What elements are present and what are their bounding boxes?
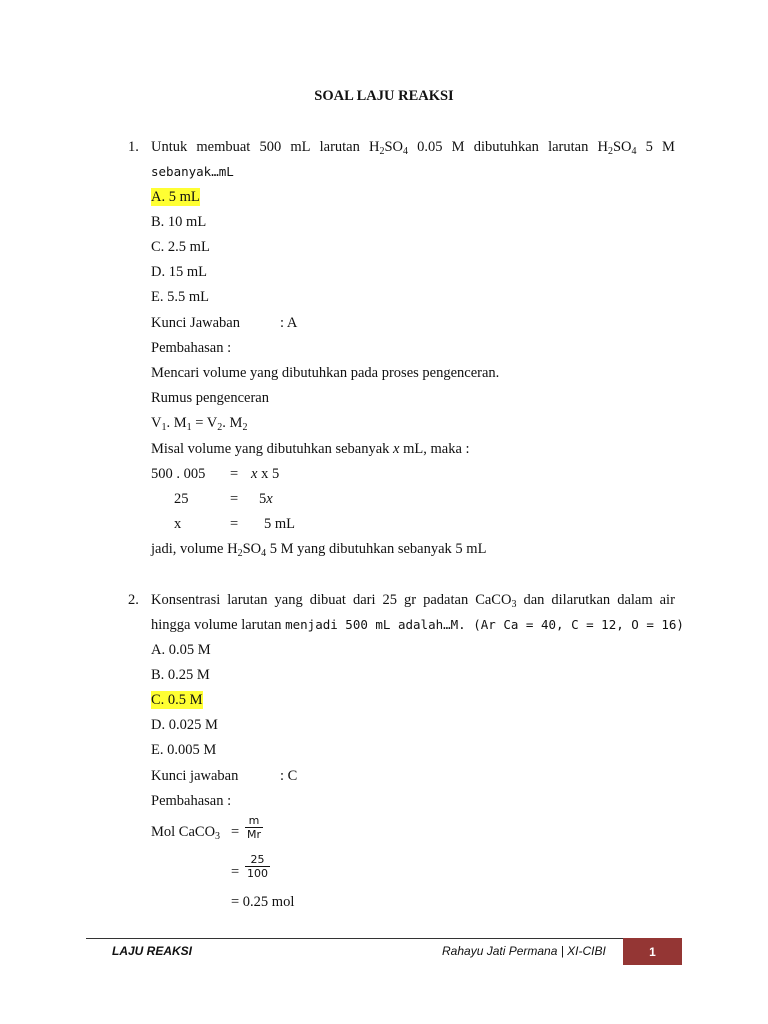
q1-option-d: D. 15 mL [151, 264, 207, 280]
q2-eq-sign: = [231, 864, 240, 880]
q2-word: dalam [617, 592, 653, 608]
q1-answer-key-label: Kunci Jawaban [151, 315, 240, 331]
q1-explanation-1: Mencari volume yang dibutuhkan pada proses pengenceran. [151, 365, 500, 381]
q1-formula: $V_1$. $M_1 = V_2$. $M_2$ [151, 415, 248, 433]
q1-calc-rhs: 5 mL [264, 516, 296, 532]
q1-word: 0.05 [417, 139, 443, 155]
q2-answer-key-label: Kunci jawaban [151, 768, 239, 784]
q2-word: Konsentrasi [151, 592, 221, 608]
q2-fraction-m-over-mr [245, 814, 263, 841]
q1-word: larutan [548, 139, 589, 155]
q1-calc-rhs: 5x [259, 491, 273, 507]
q2-option-b: B. 0.25 M [151, 667, 210, 683]
q2-discussion-label: Pembahasan : [151, 793, 232, 809]
q2-number: 2. [128, 592, 139, 608]
q2-word: air [659, 592, 675, 608]
q1-option-a: A. 5 mL [151, 189, 200, 205]
q1-word: M [661, 139, 675, 155]
q1-word: 5 [645, 139, 653, 155]
q2-word: dari [352, 592, 376, 608]
q2-word: dilarutkan [551, 592, 611, 608]
q2-word: 25 [382, 592, 398, 608]
q2-stem-line2-serif: hingga volume larutan [151, 617, 286, 633]
q2-result: = 0.25 mol [231, 894, 295, 910]
q1-calc-eq: = [230, 516, 239, 532]
q2-option-d: D. 0.025 M [151, 717, 218, 733]
q1-word: membuat [196, 139, 251, 155]
q1-calc-lhs: 25 [174, 491, 189, 507]
q2-stem-line1 [151, 591, 675, 609]
q1-stem-line1 [151, 138, 675, 156]
q1-calc-eq: = [230, 491, 239, 507]
q1-word: M [451, 139, 465, 155]
q1-option-c: C. 2.5 mL [151, 239, 210, 255]
page-number: 1 [649, 944, 656, 959]
q1-calc-lhs: x [174, 516, 182, 532]
q1-word: mL [290, 139, 311, 155]
page-number-badge [623, 938, 682, 965]
q2-word: CaCO$_3$ [475, 592, 517, 610]
q1-option-e: E. 5.5 mL [151, 289, 209, 305]
q1-stem-line2: sebanyak…mL [151, 164, 234, 179]
q2-option-a: A. 0.05 M [151, 642, 211, 658]
q1-calc-rhs: x x 5 [251, 466, 280, 482]
fraction-denominator: Mr [247, 828, 262, 841]
q2-option-e: E. 0.005 M [151, 742, 217, 758]
q1-explanation-2: Rumus pengenceran [151, 390, 269, 406]
q1-calc-eq: = [230, 466, 239, 482]
q1-word: $H_2SO_4$ [369, 139, 409, 157]
q1-word: Untuk [151, 139, 188, 155]
q1-word: dibutuhkan [473, 139, 539, 155]
q1-calc-lhs: 500 . 005 [151, 466, 206, 482]
q1-conclusion: jadi, volume $H_2SO_4$ 5 M yang dibutuhkan sebanyak 5 mL [151, 541, 487, 559]
q2-word: padatan [423, 592, 469, 608]
q2-word: gr [404, 592, 417, 608]
q2-stem-line2 [151, 616, 684, 634]
q2-answer-key-value: : C [280, 768, 298, 784]
q1-word: $H_2SO_4$ [597, 139, 637, 157]
q2-word: larutan [227, 592, 268, 608]
q1-explanation-3: Misal volume yang dibutuhkan sebanyak x mL, maka : [151, 441, 470, 457]
q1-number: 1. [128, 139, 139, 155]
footer-author: Rahayu Jati Permana | XI-CIBI [442, 944, 606, 958]
fraction-numerator: m [245, 814, 263, 828]
q2-eq-sign: = [231, 824, 240, 840]
q2-word: dibuat [309, 592, 346, 608]
q1-word: 500 [259, 139, 282, 155]
footer-divider [86, 938, 682, 939]
q2-stem-line2-mono: menjadi 500 mL adalah…M. (Ar Ca = 40, C = 12, O = 16) [285, 617, 684, 632]
fraction-denominator: 100 [247, 867, 268, 880]
q2-word: yang [274, 592, 303, 608]
q1-word: larutan [319, 139, 360, 155]
q2-mol-text: Mol CaCO$_3$ [151, 824, 221, 842]
q1-answer-key-value: : A [280, 315, 298, 331]
footer-section-title: LAJU REAKSI [112, 944, 193, 958]
q2-fraction-25-over-100 [245, 853, 270, 880]
q2-mol-label [151, 823, 220, 841]
fraction-numerator: 25 [245, 853, 270, 867]
q1-discussion-label: Pembahasan : [151, 340, 232, 356]
q2-word: dan [523, 592, 545, 608]
q1-option-b: B. 10 mL [151, 214, 207, 230]
page-title: SOAL LAJU REAKSI [314, 88, 454, 104]
q2-option-c: C. 0.5 M [151, 692, 203, 708]
